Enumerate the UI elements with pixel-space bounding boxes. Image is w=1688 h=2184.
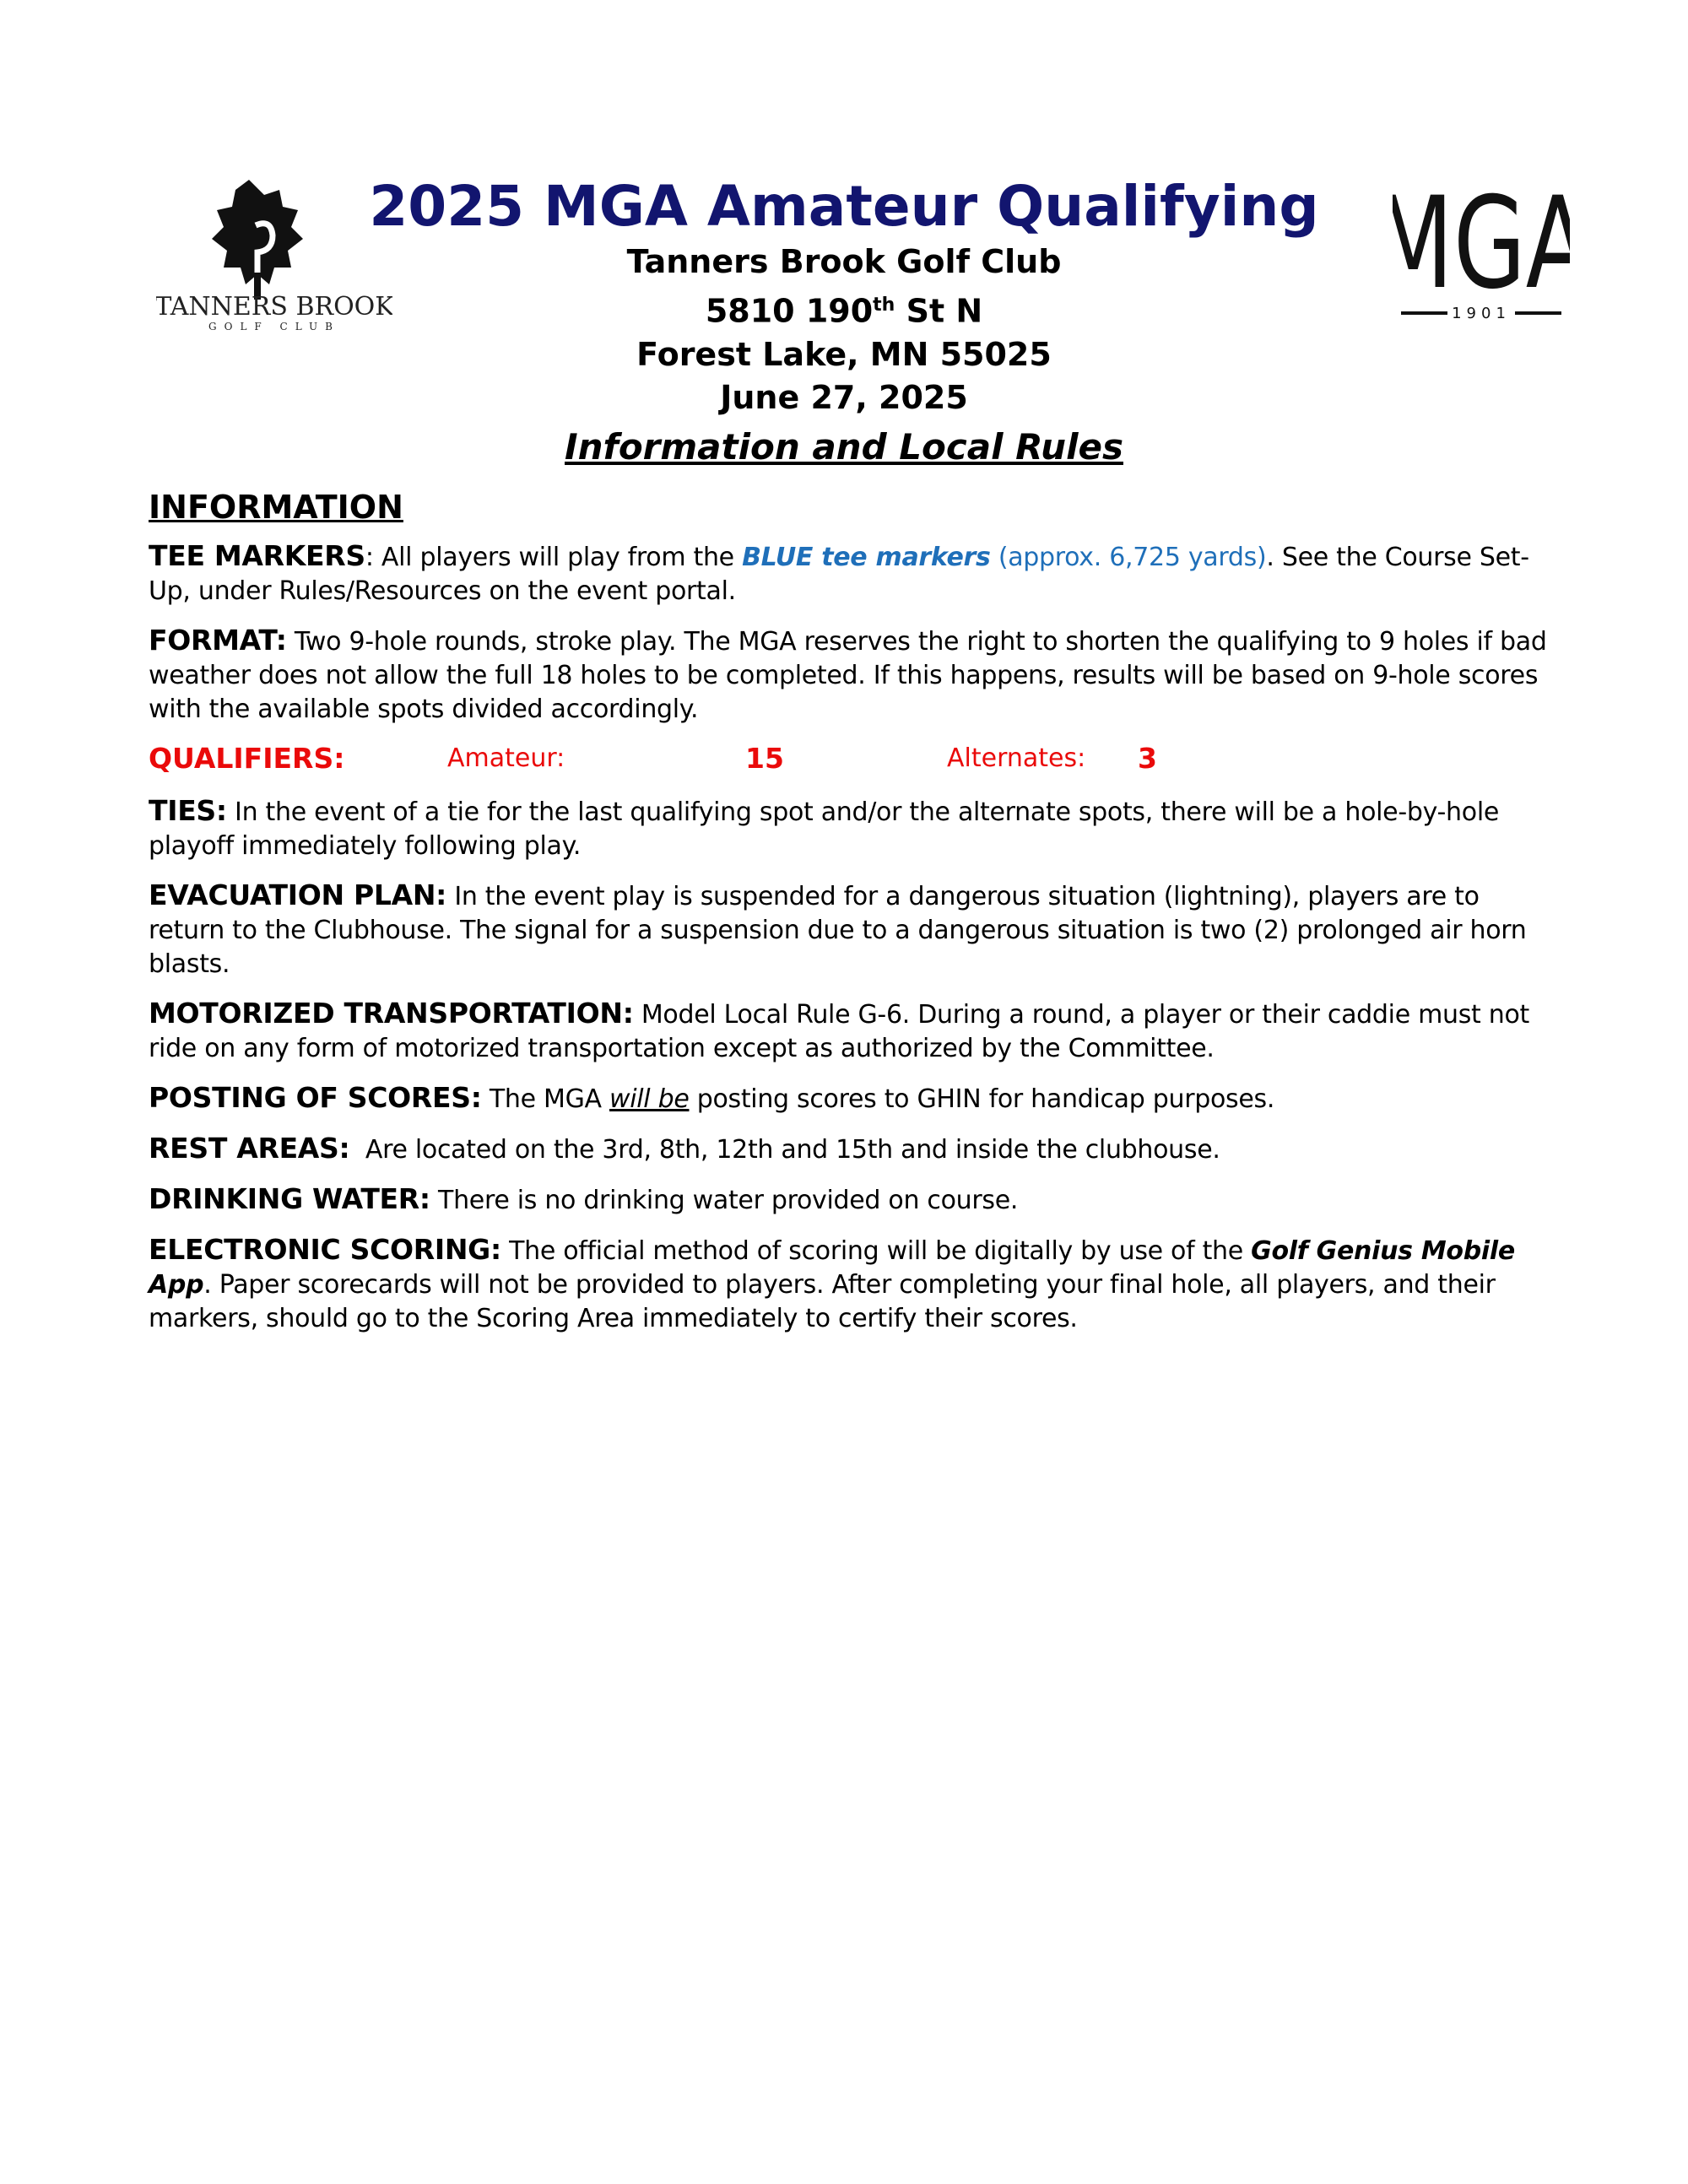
motorized-paragraph: MOTORIZED TRANSPORTATION: Model Local Rule G-6. During a round, a player or their caddie must not ride on any form of motorized transportation except as authorized by the Committee. xyxy=(149,997,1529,1063)
venue-name: Tanners Brook Golf Club xyxy=(626,243,1062,280)
address-suffix: th xyxy=(873,295,895,316)
page-header xyxy=(338,173,1350,419)
qualifiers-row xyxy=(149,742,1550,777)
rest-label: REST AREAS: xyxy=(149,1132,350,1165)
address-number: 5810 190 xyxy=(705,292,874,330)
posting-label: POSTING OF SCORES: xyxy=(149,1081,482,1114)
event-date: June 27, 2025 xyxy=(720,378,968,416)
logo-mga-text: G xyxy=(1453,181,1526,318)
posting-emphasis: will be xyxy=(609,1084,690,1114)
water-label: DRINKING WATER: xyxy=(149,1182,430,1215)
information-heading: INFORMATION xyxy=(149,489,403,526)
format-label: FORMAT: xyxy=(149,624,287,657)
logo-mga-year: 1901 xyxy=(1452,305,1511,322)
mga-logo xyxy=(1393,181,1570,325)
tee-markers-paragraph: TEE MARKERS: All players will play from the BLUE tee markers (approx. 6,725 yards). See the Course Set-Up, under Rules/Resources on the event portal. xyxy=(149,539,1529,606)
rest-areas-paragraph: REST AREAS: Are located on the 3rd, 8th, 12th and 15th and inside the clubhouse. xyxy=(149,1132,1220,1165)
document-body xyxy=(149,485,1550,1351)
electronic-label: ELECTRONIC SCORING: xyxy=(149,1233,501,1266)
tee-label: TEE MARKERS xyxy=(149,539,365,572)
blue-tee-markers: BLUE tee markers xyxy=(742,543,991,572)
format-paragraph: FORMAT: Two 9-hole rounds, stroke play. The MGA reserves the right to shorten the qualifying to 9 holes if bad weather does not allow the full 18 holes to be completed. If this happens, results will be based on 9-hole scores with the available spots divided accordingly. xyxy=(149,624,1547,724)
drinking-water-paragraph: DRINKING WATER: There is no drinking water provided on course. xyxy=(149,1182,1019,1215)
ties-paragraph: TIES: In the event of a tie for the last qualifying spot and/or the alternate spots, there will be a hole-by-hole playoff immediately following play. xyxy=(149,794,1500,861)
amateur-label: Amateur: xyxy=(447,743,565,773)
section-title: Information and Local Rules xyxy=(565,426,1123,468)
evacuation-label: EVACUATION PLAN: xyxy=(149,878,447,911)
alternates-value: 3 xyxy=(1138,742,1157,775)
logo-left-sub: GOLF CLUB xyxy=(208,321,340,332)
motorized-label: MOTORIZED TRANSPORTATION: xyxy=(149,997,634,1030)
evacuation-paragraph: EVACUATION PLAN: In the event play is suspended for a dangerous situation (lightning), players are to return to the Clubhouse. The signal for a suspension due to a dangerous situation is two (2) prolonged air horn blasts. xyxy=(149,878,1527,979)
logo-left-name: TANNERS BROOK xyxy=(156,292,392,322)
page-title: 2025 MGA Amateur Qualifying xyxy=(369,174,1319,239)
alternates-label: Alternates: xyxy=(947,743,1086,773)
venue-address xyxy=(338,284,1350,333)
golf-genius-app: Golf Genius Mobile App xyxy=(149,1236,1515,1300)
address-street: St N xyxy=(895,292,983,330)
qualifiers-label: QUALIFIERS: xyxy=(149,742,345,775)
ties-label: TIES: xyxy=(149,794,227,827)
electronic-scoring-paragraph: ELECTRONIC SCORING: The official method of scoring will be digitally by use of the Golf Genius Mobile App. Paper scorecards will not be provided to players. After completing your final hole, all players, and their markers, should go to the Scoring Area immediately to certify their scores. xyxy=(149,1233,1515,1333)
amateur-value: 15 xyxy=(745,742,784,775)
tee-yardage: (approx. 6,725 yards) xyxy=(990,543,1267,572)
posting-paragraph: POSTING OF SCORES: The MGA will be posting scores to GHIN for handicap purposes. xyxy=(149,1081,1275,1114)
venue-city: Forest Lake, MN 55025 xyxy=(636,335,1052,373)
